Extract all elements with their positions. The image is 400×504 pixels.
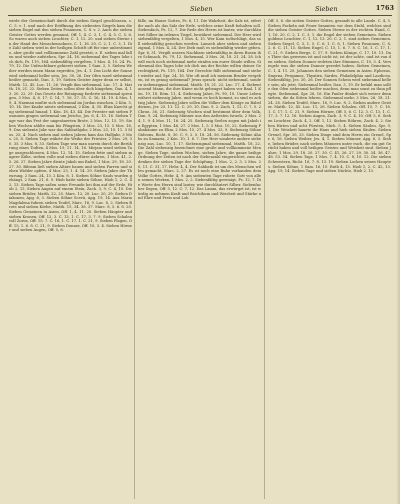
- header-center-title: Sieben: [190, 5, 213, 13]
- header-right-title: Sieben: [315, 5, 338, 13]
- text-column-2: [138, 19, 261, 501]
- header-left-title: Sieben: [60, 5, 83, 13]
- column-3-text: Off. 5, 6. die sieben Geister Gottes, gesandt in alle Lande. C. 4, 5. Sieben Fackeln mit Feuer brannten vor dem Stuhl, welches sind die sieben Geister Gottes. Sieben Sterne in der rechten Hand, C. 1, 16. 20. C. 2, 1. C. 3, 1. die Engel der sieben Gemeinen. Sieben goldene Leuchter, C. 1, 12. 13. 20. C. 2, 1. sind sieben Gemeinen. Sieben Siegel, C. 5, 1. 5. C. 6, 1. C. 8, 1. Sieben Posaunen, C. 8, 2. 6. C. 11, 15. Sieben Engel, C. 15, 1. 6. 7. 8. C. 16, 1. C. 17, 1. C. 21, 9. Sieben Berge, C. 17, 9. Sieben Könige, C. 17, 10. 11. Das Thier das gewesen ist und nicht ist, ist der achte, und ist von den sieben. Sieben Donner redeten ihre Stimmen, C. 10, 3. 4. Versiegele was die sieben Donner geredet haben. Sieben Gemeinen, C. 1, 4. 11. 20. Johannes den sieben Gemeinen in Asien. Ephesus, Smyrna, Pergamus, Thyatira, Sardes, Philadelphia und Laodicea. Siebenfältig, Jes. 30, 26. Der Sonnen Schein wird siebenmal heller sein, als jetzt. Siebenmal heißer, Dan. 3, 19. Er befahl man sollte den Ofen siebenmal heißer machen, denn man sonst zu thun pflegte. Siebenmal, Spr. 26, 16. Ein Fauler dünket sich weiser denn sieben, die da Sitten lehren. Siebenmal mehr, 3 Mos. 26, 18. 21. 24. 28. Sieben Teufel, Marc. 16, 9. Luc. 8, 2. Sieben andere Geister, Matth. 12, 45. Luc. 11, 26. Sieben Schalen, Off. 15, 7. C. 16, 1. C. 17, 1. C. 21, 9. Sieben Hörner, Off. 5, 6. C. 12, 3. C. 13, 1. C. 17, 3. 7. 12. 16. Sieben Augen, Zach. 3, 9. C. 4, 10. Off. 5, 6. Sieben Leuchter, Zach. 4, 2. Off. 1, 12. Sieben Röhren, Zach. 4, 2. Sieben Hirten und acht Fürsten, Mich. 5, 4. Sieben Säulen, Spr. 9, 1. Die Weisheit bauete ihr Haus und hieb sieben Säulen. Sieben Greuel, Spr. 26, 25. Sieben Dinge sind dem Herrn ein Greuel, Spr. 6, 16. Sieben Weiber, Jes. 4, 1. Sieben Männer, Apg. 6, 3. Siehe, lieben Brüder, nach sieben Männern unter euch, die ein gut Gerücht haben und voll heiligen Geistes und Weisheit sind. Sieben Jahre, 1 Mos. 29, 18. 20. 27. 30. C. 41, 26. 27. 29. 30. 34. 36. 47. 48. 53. 54. Sieben Tage, 1 Mos. 7, 4. 10. C. 8, 10. 12. Die sieben Schwestern, Richt. 16, 7. 8. 13. 19. Sieben Locken seines Hauptes. Sieben Söhne, 1 Sam. 16, 10. Ruth 4, 15. Hiob 1, 2. C. 42, 13. Apg. 19, 14. Sieben Tage und sieben Nächte, Hiob 2, 13.: [268, 19, 391, 174]
- column-divider-2: [264, 19, 265, 499]
- page-edge-shadow: [396, 0, 400, 504]
- running-header: [0, 0, 400, 18]
- page-number: 1763: [375, 4, 394, 12]
- column-1-text: wirde der Gemeinschaft durch die sieben Siegel geschlossen, s. C. 5. v. 1. und nach der Eröffnung des siebenten Siegels kam die sieben Engel mit den sieben Posaunen, C. 8. v. 2. Auch die sieben Geister Gottes werden genannt, Off. 1, 4. C. 3, 1. C. 4, 5. C. 5, 6. So waren auch sieben Leuchter, C. 1, 12. 20. und sieben Sterne in der Hand des Menschensohnes, C. 1, 16. 20. C. 2, 1. C. 3, 1. Die Zahl sieben wird in der heiligen Schrift oft für eine unbestimmte, aber große und vollkommene Zahl gesetzt; z. E. sieben mal fallen und wieder aufstehen, Spr. 24, 16. siebenmal des Tages lobe ich dich, Ps. 119, 164. siebenfältig vergelten, 1 Mos. 4, 15. 24. Ps. 79, 12. Die Unfruchtbare gebieret sieben, 1 Sam. 2, 5. Sieben Weiber werden einen Mann ergreifen, Jes. 4, 1. Das Licht der Sonne wird siebenmal heller sein, Jes. 30, 26. Der Ofen ward siebenmal heißer gemacht, Dan. 3, 19. Sieben Geister ärger denn er selbst, Matth. 12, 45. Luc. 11, 26. Vergib ihm siebenmal, Luc. 17, 4. Matth. 18, 21. 22. Sieben Zeiten sollen über dich hingehen, Dan. 4, 13. 20. 22. 29. Das Gesetz der Reinigung forderte siebenmal sprengen, 3 Mos. 4, 6. 17. C. 14, 7. 16. 27. 51. C. 16, 14. 19. 4 Mos. 19, 4. Naeman mußte sich siebenmal im Jordan waschen, 2 Kön. 5, 10. 14. Der Knabe nieste siebenmal, 2 Kön. 4, 35. Elias Knecht ging siebenmal hinauf, 1 Kön. 18, 43. 44. Die Priester mit sieben Posaunen gingen siebenmal um Jericho, Jos. 6, 4. 15. 16. Sieben Tage war das Fest der ungesäuerten Brote, 2 Mos. 12, 15. 19. Sieben Wochen zählte man bis Pfingsten, 3 Mos. 23, 15. 5 Mos. 16, 9. Das siebente Jahr war das Sabbathjahr, 2 Mos. 23, 10. 11. 3 Mos. 25, 4. Nach sieben mal sieben Jahren kam das Halljahr, 3 Mos. 25, 8. Sieben Tage währte die Weihe der Priester, 2 Mos. 29, 30. 35. 3 Mos. 8, 33. Sieben Tage war man unrein durch die Berührung eines Todten, 4 Mos. 19, 11. 14. 16. Mirjam ward sieben Tage ausgeschlossen, 4 Mos. 12, 14. 15. Sieben fette und sieben magere Kühe, sieben volle und sieben dürre Aehren, 1 Mos. 41, 2. 5. 26. 27. Sieben Jahre diente Jakob um Rahel, 1 Mos. 29, 18. 20. 27. 30. Bileam ließ sieben Altäre bauen und sieben Farren und sieben Widder opfern, 4 Mos. 23, 1. 4. 14. 29. Sieben Jahre der Theurung, 2 Sam. 24, 13. 2 Kön. 8, 1. Sieben Söhne Sauls wurden gehängt, 2 Sam. 21, 6. 9. Hiob hatte sieben Söhne, Hiob 1, 2. C. 42, 13. Sieben Tage saßen seine Freunde bei ihm auf der Erde, Hiob 2, 13. Sieben Augen auf einem Stein, Zach. 3, 9. C. 4, 10. Die sieben Brüder, Matth. 22, 25. Marc. 12, 20. Luc. 20, 29. Sieben Diakonen, Apg. 6, 3. Sieben Söhne Scevä, Apg. 19, 14. Aus Maria Magdalena fuhren sieben Teufel, Marc. 16, 9. Luc. 8, 2. Sieben Brote und sieben Körbe, Matth. 15, 34. 36. 37. Marc. 8, 5. 6. 8. 20. Sieben Gemeinen in Asien, Off. 1, 4. 11. 20. Sieben Häupter und sieben Kronen, Off. 12, 3. C. 13, 1. C. 17, 3. 7. 9. Sieben Schalen voll Zorns, Off. 15, 7. C. 16, 1. C. 17, 1. C. 21, 9. Sieben Plagen, Off. 15, 1. 6. 8. C. 21, 9. Sieben Donner, Off. 10, 3. 4. Sieben Hörner und sieben Augen, Off. 5, 6.: [9, 19, 132, 233]
- text-column-3: [268, 19, 391, 501]
- column-divider-1: [134, 19, 135, 499]
- header-rule: [8, 15, 392, 16]
- column-2-text: fälle, im Hause Gottes, Ps. 6, 11. Die Wahrheit, die Salz ist, eifert ihr nach als das Salz der Erde, welches seine Kraft behalten soll. Siebenfach, Ps. 12, 7. Die Rede des Herrn ist lauter, wie durchläutert Silber im irdenen Tiegel, bewähret siebenmal. Der Herr wird siebenfältig vergelten, 1 Mos. 4, 15. Wer Kain todtschlägt, das soll siebenfältig gerochen werden. Lamech aber sieben und siebenzigmal, 1 Mos. 4, 24. Der Dieb muß es siebenfältig wieder geben, Spr. 6, 31. Vergilt unsern Nachbarn siebenfältig in ihren Busen ihre Schmach, Ps. 79, 12. Siebenmal, 3 Mos. 26, 18. 21. 24. 28. Ich will euch noch siebenmal mehr strafen um eurer Sünde willen. Siebenmal des Tages lobe ich dich um der Rechte willen deiner Gerechtigkeit, Ps. 119, 164. Der Gerechte fällt siebenmal und stehet wieder auf, Spr. 24, 16. Wie oft muß ich meinem Bruder vergeben, ist es genug siebenmal? Jesus sprach: nicht siebenmal, sondern siebenzigmal siebenmal, Matth. 18, 21. 22. Luc. 17, 4. Siebentausend Mann, die ihre Kniee nicht gebeuget haben vor Baal, 1 Kön. 19, 18. Röm. 11, 4. Siebenzig Jahre, Ps. 90, 10. Unser Leben währet siebenzig Jahre, und wenn es hoch kommt, so sind es achtzig Jahre. Siebenzig Jahre sollen die Völker dem Könige zu Babel dienen, Jer. 25, 11. 12. C. 29, 10. Dan. 9, 2. Zach. 1, 12. C. 7, 5. 2 Chron. 36, 21. Siebenzig Wochen sind bestimmt über dein Volk, Dan. 9, 24. Siebenzig Männer aus den Aeltesten Israels, 2 Mos. 24, 1. 9. 4 Mos. 11, 16. 24. 25. Siebenzig Seelen zogen mit Jakob in Egypten, 1 Mos. 46, 27. 2 Mos. 1, 5. 5 Mos. 10, 22. Siebenzig Palmbäume zu Elim, 2 Mos. 15, 27. 4 Mos. 33, 9. Siebenzig Söhne Gideons, Richt. 8, 30. C. 9, 2. 5. 18. 24. 56. Siebenzig Söhne Ahabs zu Samaria, 2 Kön. 10, 1. 6. 7. Der Herr sonderte andere siebenzig aus, Luc. 10, 1. 17. Siebenzigmal siebenmal, Matth. 18, 22. Die Zahl siebenzig bezeichnet eine große und vollkommene Menge. Sieben Tage, sieben Wochen, sieben Jahre, die ganze heilige Ordnung der Zeiten ist nach der Siebenzahl eingerichtet, zum Andenken der sieben Tage der Schöpfung, 1 Mos. 2, 2. 3. 2 Mos. 20, 11. C. 31, 17. Hebr. 4, 4. Der Sabbath ist um des Menschen willen gemacht, Marc. 2, 27. Es ist noch eine Ruhe vorhanden dem Volke Gottes, Hebr. 4, 9. Am siebenten Tage ruhete Gott von allen seinen Werken, 1 Mos. 2, 2. Siebenfältig gereinigt, Ps. 12, 7. Die Worte des Herrn sind lauter, wie durchläutert Silber. Siebenfacher Segen, Off. 5, 12. C. 7, 12. Das Lamm, das erwürget ist, ist würdig zu nehmen Kraft und Reichthum und Weisheit und Stärke und Ehre und Preis und Lob.: [138, 19, 261, 201]
- text-column-1: [9, 19, 132, 501]
